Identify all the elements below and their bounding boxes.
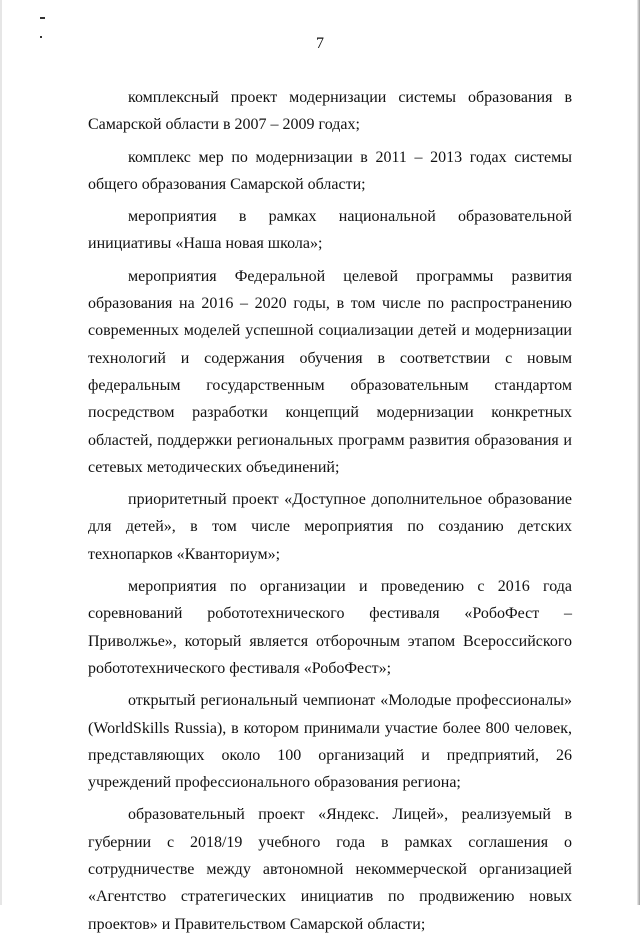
scan-artifact-mark xyxy=(40,17,45,19)
scan-left-edge xyxy=(0,0,2,905)
paragraph-kvantorium-project: приоритетный проект «Доступное дополнительное образование для детей», в том числе мероприятия по созданию детских технопарков «Кванториум»; xyxy=(88,491,572,563)
page-number: 7 xyxy=(316,35,324,52)
paragraph-nasha-novaya-shkola: мероприятия в рамках национальной образовательной инициативы «Наша новая школа»; xyxy=(88,208,572,253)
paragraph-robofest: мероприятия по организации и проведению с 2016 года соревнований робототехнического фестиваля «РобоФест – Приволжье», который является отборочным этапом Всероссийского робототехнического фестиваля «РобоФест»; xyxy=(88,578,572,677)
paragraph-worldskills: открытый региональный чемпионат «Молодые профессионалы» (WorldSkills Russia), в котором принимали участие более 800 человек, представляющих около 100 организаций и предприятий, 26 учреждений профессионального образования региона; xyxy=(88,692,572,792)
paragraph-modernization-measures-2011-2013: комплекс мер по модернизации в 2011 – 2013 годах системы общего образования Самарской области; xyxy=(88,148,572,193)
paragraph-yandex-lyceum: образовательный проект «Яндекс. Лицей», реализуемый в губернии с 2018/19 учебного года в рамках соглашения о сотрудничестве между автономной некоммерческой организацией «Агентство стратегических инициатив по продвижению новых проектов» и Правительством Самарской области; xyxy=(88,806,572,933)
document-body xyxy=(88,84,572,943)
paragraph-federal-target-program: мероприятия Федеральной целевой программы развития образования на 2016 – 2020 годы, в том числе по распространению современных моделей успешной социализации детей и модернизации технологий и содержания обучения в соответствии с новым федеральным государственным образовательным стандартом посредством разработки концепций модернизации конкретных областей, поддержки региональных программ развития образования и сетевых методических объединений; xyxy=(88,267,572,476)
paragraph-modernization-project-2007-2009: комплексный проект модернизации системы образования в Самарской области в 2007 – 2009 годах; xyxy=(88,89,572,134)
